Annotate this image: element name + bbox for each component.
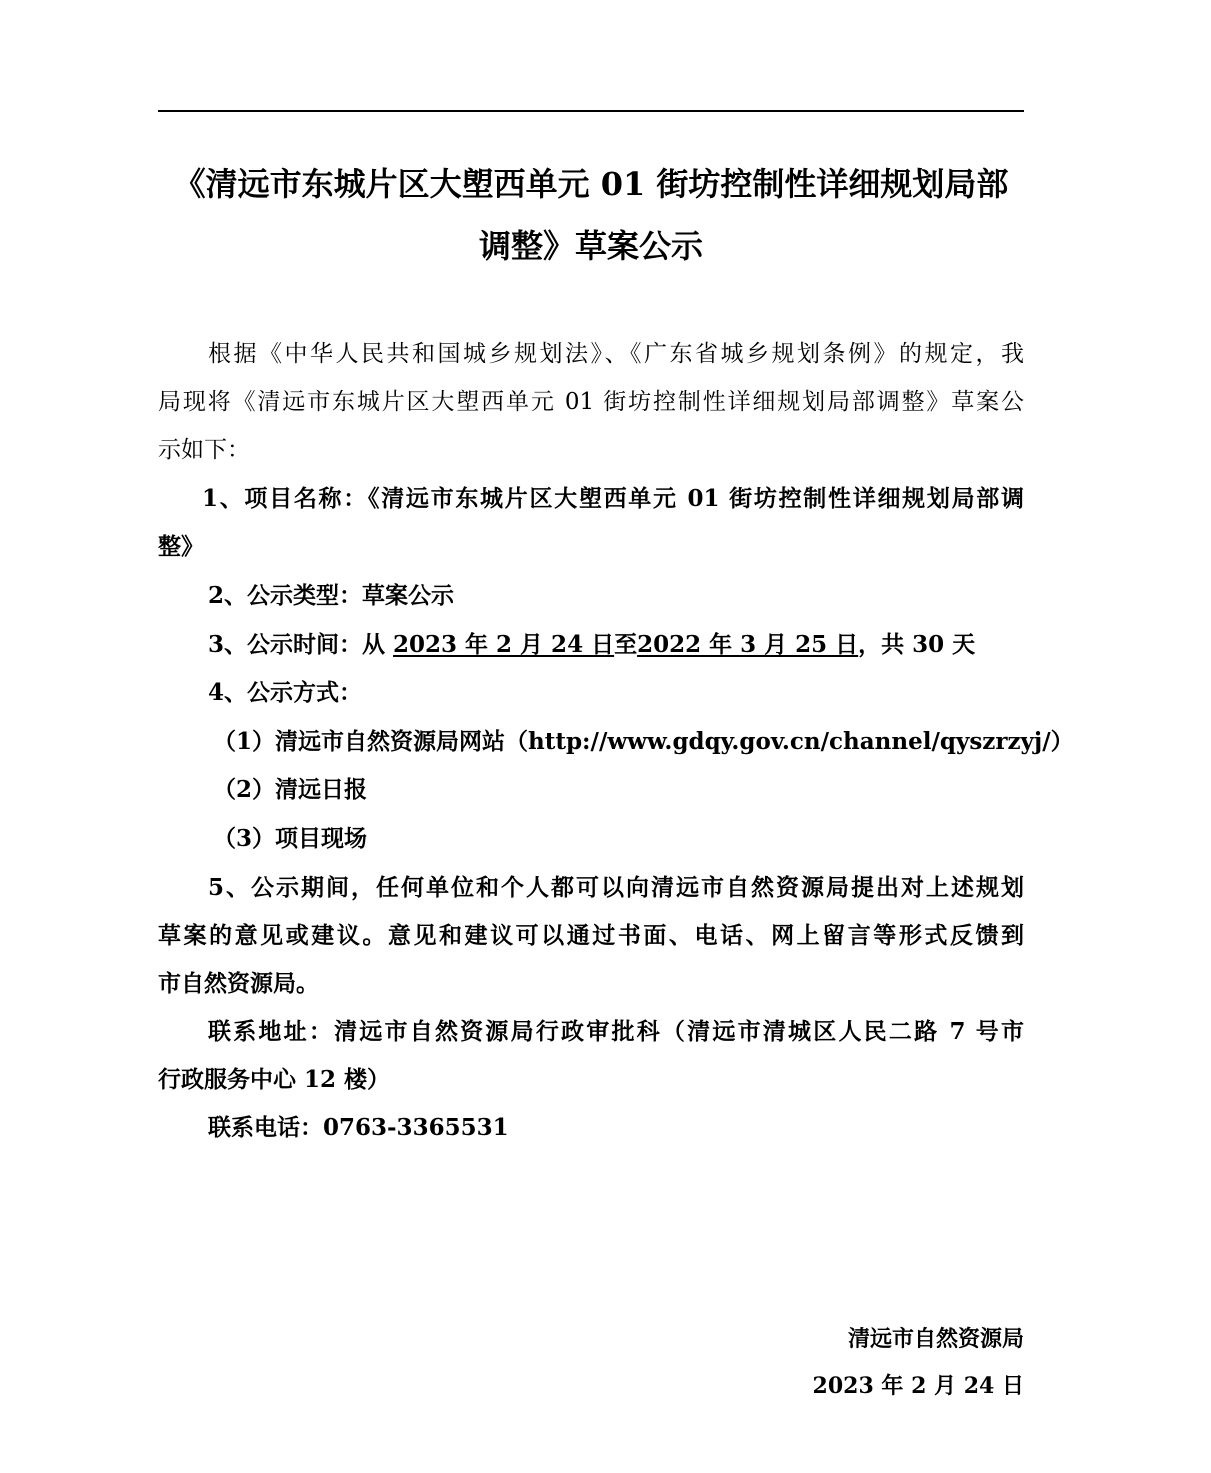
document-title-line-2: 调整》草案公示: [478, 227, 703, 265]
intro-line-3: 示如下：: [158, 437, 250, 463]
contact-address-line-1: 联系地址：清远市自然资源局行政审批科（清远市清城区人民二路 7 号市: [208, 1018, 1024, 1045]
item-4-heading: 4、公示方式：: [208, 679, 363, 706]
item-2-type: 2、公示类型：草案公示: [208, 582, 455, 609]
period-start-date: 2023 年 2 月 24 日: [393, 631, 615, 658]
method-website: （1）清远市自然资源局网站（http://www.gdqy.gov.cn/channel/qyszrzyj/）: [213, 728, 1074, 755]
item-3-period: [158, 630, 1024, 660]
contact-phone: 联系电话：0763-3365531: [208, 1114, 509, 1141]
period-prefix: 3、公示时间：从: [208, 631, 394, 658]
method-site: （3）项目现场: [213, 825, 368, 852]
contact-address-line-2: 行政服务中心 12 楼）: [158, 1066, 391, 1093]
item-5-line-2: 草案的意见或建议。意见和建议可以通过书面、电话、网上留言等形式反馈到: [158, 922, 1024, 949]
item-1-line-1: 1、项目名称：《清远市东城片区大塱西单元 01 街坊控制性详细规划局部调: [202, 485, 1024, 512]
period-middle: 至: [614, 631, 638, 658]
intro-line-1: 根据《中华人民共和国城乡规划法》、《广东省城乡规划条例》的规定，我: [208, 341, 1024, 367]
signature-org: 清远市自然资源局: [847, 1326, 1024, 1352]
document-title-line-1: 《清远市东城片区大塱西单元 01 街坊控制性详细规划局部: [173, 165, 1009, 203]
period-suffix: ，共 30 天: [858, 631, 976, 658]
signature-date: 2023 年 2 月 24 日: [812, 1373, 1024, 1399]
method-newspaper: （2）清远日报: [213, 776, 368, 803]
header-rule: [158, 110, 1024, 112]
period-end-date: 2022 年 3 月 25 日: [637, 631, 859, 658]
item-5-line-3: 市自然资源局。: [158, 970, 319, 997]
item-5-line-1: 5、公示期间，任何单位和个人都可以向清远市自然资源局提出对上述规划: [208, 874, 1024, 901]
intro-line-2: 局现将《清远市东城片区大塱西单元 01 街坊控制性详细规划局部调整》草案公: [158, 389, 1024, 415]
item-1-line-2: 整》: [158, 533, 204, 560]
